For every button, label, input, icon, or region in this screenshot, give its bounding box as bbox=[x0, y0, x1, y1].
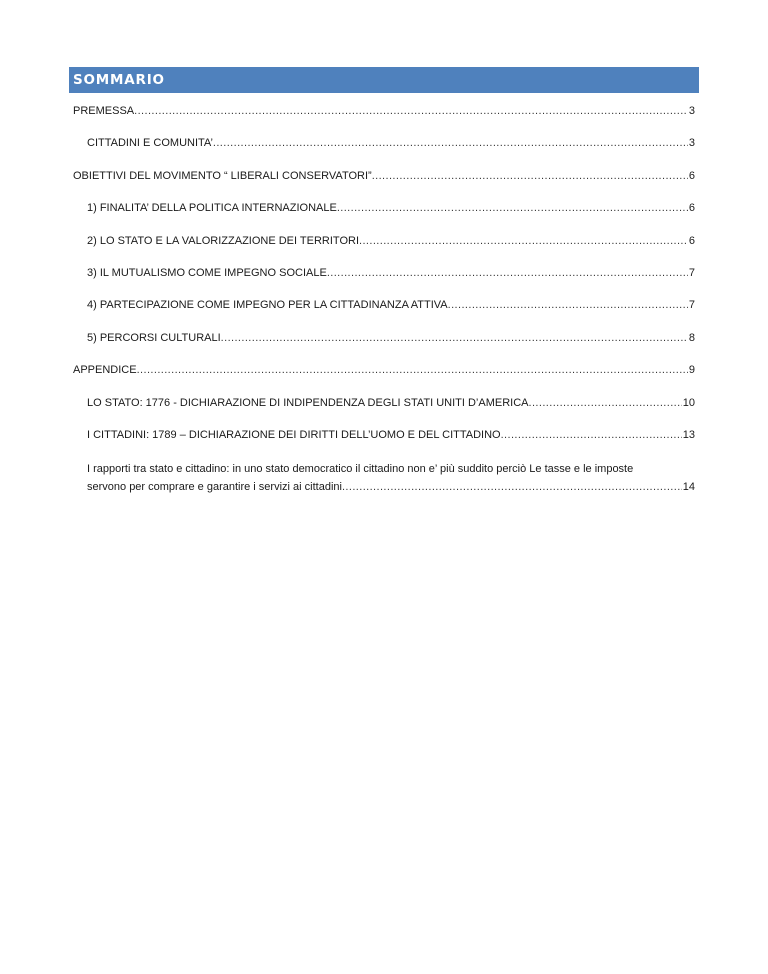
toc-entry-obiettivi[interactable] bbox=[73, 169, 695, 183]
dot-leader bbox=[137, 363, 688, 377]
toc-page-number: 3 bbox=[688, 137, 695, 150]
toc-entry-title: APPENDICE bbox=[73, 364, 137, 377]
dot-leader bbox=[221, 331, 688, 345]
toc-entry-premessa[interactable] bbox=[73, 104, 695, 118]
toc-page-number: 8 bbox=[688, 331, 695, 344]
toc-entry-rapporti-stato-cittadino[interactable] bbox=[73, 460, 695, 496]
toc-entry-title-line1: I rapporti tra stato e cittadino: in uno stato democratico il cittadino non e’ più suddito perciò Le tasse e le imposte bbox=[87, 463, 634, 476]
dot-leader bbox=[448, 298, 688, 312]
toc-page-number: 7 bbox=[688, 266, 695, 279]
toc-entry-cittadini-comunita[interactable] bbox=[73, 136, 695, 150]
toc-entry-stato-1776[interactable] bbox=[73, 396, 695, 410]
table-of-contents bbox=[73, 104, 695, 515]
toc-entry-stato-territori[interactable] bbox=[73, 234, 695, 248]
toc-entry-mutualismo[interactable] bbox=[73, 266, 695, 280]
toc-page-number: 13 bbox=[682, 428, 695, 441]
toc-entry-appendice[interactable] bbox=[73, 363, 695, 377]
dot-leader bbox=[359, 234, 688, 248]
toc-entry-finalita[interactable] bbox=[73, 201, 695, 215]
toc-entry-partecipazione[interactable] bbox=[73, 298, 695, 312]
toc-entry-line2 bbox=[87, 478, 695, 496]
toc-heading: SOMMARIO bbox=[69, 67, 699, 93]
dot-leader bbox=[372, 169, 688, 183]
dot-leader bbox=[327, 266, 688, 280]
toc-entry-title: PREMESSA bbox=[73, 105, 135, 117]
toc-page-number: 3 bbox=[688, 105, 695, 117]
toc-entry-title-line2: servono per comprare e garantire i servizi ai cittadini bbox=[87, 481, 342, 494]
toc-entry-cittadini-1789[interactable] bbox=[73, 428, 695, 442]
toc-entry-title: 1) FINALITA’ DELLA POLITICA INTERNAZIONALE bbox=[87, 202, 337, 215]
toc-entry-title: 5) PERCORSI CULTURALI bbox=[87, 331, 221, 344]
toc-entry-title: CITTADINI E COMUNITA’ bbox=[87, 137, 213, 150]
dot-leader bbox=[501, 428, 682, 442]
toc-page-number: 6 bbox=[688, 234, 695, 247]
toc-page-number: 6 bbox=[688, 169, 695, 182]
dot-leader bbox=[337, 201, 688, 215]
toc-page-number: 6 bbox=[688, 202, 695, 215]
toc-entry-title: OBIETTIVI DEL MOVIMENTO “ LIBERALI CONSERVATORI” bbox=[73, 169, 372, 182]
toc-page-number: 9 bbox=[688, 364, 695, 377]
dot-leader bbox=[134, 104, 688, 118]
toc-page-number: 7 bbox=[688, 299, 695, 312]
toc-entry-title: 4) PARTECIPAZIONE COME IMPEGNO PER LA CITTADINANZA ATTIVA bbox=[87, 299, 448, 312]
toc-page-number: 10 bbox=[682, 396, 695, 409]
dot-leader bbox=[529, 396, 682, 410]
toc-page-number: 14 bbox=[682, 481, 695, 494]
toc-entry-title: 2) LO STATO E LA VALORIZZAZIONE DEI TERRITORI bbox=[87, 234, 360, 247]
toc-entry-percorsi-culturali[interactable] bbox=[73, 331, 695, 345]
toc-entry-title: I CITTADINI: 1789 – DICHIARAZIONE DEI DIRITTI DELL’UOMO E DEL CITTADINO bbox=[87, 428, 501, 441]
dot-leader bbox=[342, 478, 682, 496]
dot-leader bbox=[213, 136, 688, 150]
toc-entry-title: LO STATO: 1776 - DICHIARAZIONE DI INDIPENDENZA DEGLI STATI UNITI D’AMERICA bbox=[87, 396, 529, 409]
toc-entry-title: 3) IL MUTUALISMO COME IMPEGNO SOCIALE bbox=[87, 266, 327, 279]
